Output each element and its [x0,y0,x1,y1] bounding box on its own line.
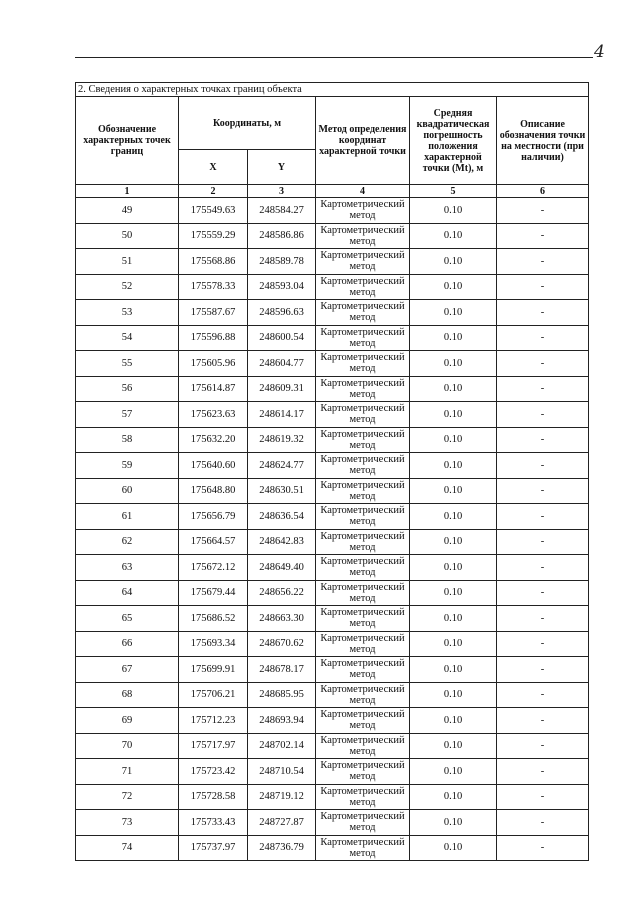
x-coordinate-cell: 175596.88 [179,325,248,351]
header-x: X [179,150,248,185]
description-cell: - [497,835,589,861]
y-coordinate-cell: 248727.87 [248,810,316,836]
description-cell: - [497,223,589,249]
table-row [76,274,589,300]
description-cell: - [497,580,589,606]
description-cell: - [497,198,589,224]
header-coords: Координаты, м [179,97,316,150]
point-number-cell: 59 [76,453,179,479]
point-number-cell: 72 [76,784,179,810]
point-number-cell: 66 [76,631,179,657]
accuracy-cell: 0.10 [410,402,497,428]
accuracy-cell: 0.10 [410,325,497,351]
y-coordinate-cell: 248614.17 [248,402,316,428]
point-number-cell: 74 [76,835,179,861]
accuracy-cell: 0.10 [410,351,497,377]
y-coordinate-cell: 248589.78 [248,249,316,275]
description-cell: - [497,376,589,402]
table-row [76,580,589,606]
column-number: 1 [76,185,179,198]
point-number-cell: 52 [76,274,179,300]
column-number: 4 [316,185,410,198]
x-coordinate-cell: 175737.97 [179,835,248,861]
description-cell: - [497,402,589,428]
x-coordinate-cell: 175733.43 [179,810,248,836]
method-cell: Картометрический метод [316,223,410,249]
x-coordinate-cell: 175672.12 [179,555,248,581]
y-coordinate-cell: 248642.83 [248,529,316,555]
x-coordinate-cell: 175699.91 [179,657,248,683]
method-cell: Картометрический метод [316,810,410,836]
method-cell: Картометрический метод [316,682,410,708]
accuracy-cell: 0.10 [410,198,497,224]
method-cell: Картометрический метод [316,504,410,530]
point-number-cell: 64 [76,580,179,606]
description-cell: - [497,682,589,708]
point-number-cell: 73 [76,810,179,836]
point-number-cell: 57 [76,402,179,428]
accuracy-cell: 0.10 [410,606,497,632]
accuracy-cell: 0.10 [410,529,497,555]
x-coordinate-cell: 175693.34 [179,631,248,657]
x-coordinate-cell: 175605.96 [179,351,248,377]
accuracy-cell: 0.10 [410,759,497,785]
point-number-cell: 71 [76,759,179,785]
header-y: Y [248,150,316,185]
accuracy-cell: 0.10 [410,835,497,861]
point-number-cell: 68 [76,682,179,708]
x-coordinate-cell: 175640.60 [179,453,248,479]
table-row [76,325,589,351]
table-row [76,708,589,734]
table-row [76,835,589,861]
header-rule [75,57,593,58]
point-number-cell: 54 [76,325,179,351]
table-row [76,504,589,530]
accuracy-cell: 0.10 [410,708,497,734]
point-number-cell: 62 [76,529,179,555]
table-row [76,606,589,632]
x-coordinate-cell: 175632.20 [179,427,248,453]
point-number-cell: 65 [76,606,179,632]
table-row [76,529,589,555]
description-cell: - [497,325,589,351]
x-coordinate-cell: 175623.63 [179,402,248,428]
description-cell: - [497,759,589,785]
point-number-cell: 58 [76,427,179,453]
method-cell: Картометрический метод [316,198,410,224]
x-coordinate-cell: 175717.97 [179,733,248,759]
y-coordinate-cell: 248593.04 [248,274,316,300]
accuracy-cell: 0.10 [410,300,497,326]
table-body [76,198,589,861]
method-cell: Картометрический метод [316,580,410,606]
y-coordinate-cell: 248656.22 [248,580,316,606]
point-number-cell: 67 [76,657,179,683]
column-number: 5 [410,185,497,198]
x-coordinate-cell: 175614.87 [179,376,248,402]
x-coordinate-cell: 175559.29 [179,223,248,249]
point-number-cell: 51 [76,249,179,275]
method-cell: Картометрический метод [316,274,410,300]
table-row [76,198,589,224]
method-cell: Картометрический метод [316,759,410,785]
point-number-cell: 70 [76,733,179,759]
description-cell: - [497,733,589,759]
y-coordinate-cell: 248604.77 [248,351,316,377]
method-cell: Картометрический метод [316,606,410,632]
description-cell: - [497,631,589,657]
header-point: Обозначение характерных точек границ [76,97,179,185]
table-row [76,784,589,810]
x-coordinate-cell: 175578.33 [179,274,248,300]
accuracy-cell: 0.10 [410,682,497,708]
x-coordinate-cell: 175679.44 [179,580,248,606]
y-coordinate-cell: 248624.77 [248,453,316,479]
column-number: 2 [179,185,248,198]
method-cell: Картометрический метод [316,453,410,479]
column-number: 3 [248,185,316,198]
x-coordinate-cell: 175587.67 [179,300,248,326]
table-row [76,759,589,785]
y-coordinate-cell: 248702.14 [248,733,316,759]
page-number: 4 [594,42,605,62]
method-cell: Картометрический метод [316,351,410,377]
table-row [76,657,589,683]
header-method: Метод определения координат характерной точки [316,97,410,185]
y-coordinate-cell: 248693.94 [248,708,316,734]
method-cell: Картометрический метод [316,631,410,657]
accuracy-cell: 0.10 [410,555,497,581]
accuracy-cell: 0.10 [410,733,497,759]
method-cell: Картометрический метод [316,427,410,453]
description-cell: - [497,529,589,555]
x-coordinate-cell: 175728.58 [179,784,248,810]
accuracy-cell: 0.10 [410,376,497,402]
y-coordinate-cell: 248636.54 [248,504,316,530]
description-cell: - [497,427,589,453]
point-number-cell: 69 [76,708,179,734]
description-cell: - [497,504,589,530]
y-coordinate-cell: 248619.32 [248,427,316,453]
description-cell: - [497,453,589,479]
y-coordinate-cell: 248663.30 [248,606,316,632]
accuracy-cell: 0.10 [410,453,497,479]
method-cell: Картометрический метод [316,300,410,326]
table-row [76,682,589,708]
y-coordinate-cell: 248719.12 [248,784,316,810]
description-cell: - [497,478,589,504]
description-cell: - [497,784,589,810]
y-coordinate-cell: 248678.17 [248,657,316,683]
description-cell: - [497,810,589,836]
description-cell: - [497,300,589,326]
table-row [76,223,589,249]
table-row [76,351,589,377]
accuracy-cell: 0.10 [410,810,497,836]
method-cell: Картометрический метод [316,835,410,861]
y-coordinate-cell: 248710.54 [248,759,316,785]
table-row [76,631,589,657]
description-cell: - [497,708,589,734]
y-coordinate-cell: 248670.62 [248,631,316,657]
description-cell: - [497,555,589,581]
column-number: 6 [497,185,589,198]
table-row [76,249,589,275]
accuracy-cell: 0.10 [410,657,497,683]
method-cell: Картометрический метод [316,529,410,555]
boundary-points-table-container [75,82,588,861]
y-coordinate-cell: 248586.86 [248,223,316,249]
table-row [76,427,589,453]
y-coordinate-cell: 248736.79 [248,835,316,861]
method-cell: Картометрический метод [316,325,410,351]
y-coordinate-cell: 248584.27 [248,198,316,224]
table-row [76,810,589,836]
point-number-cell: 63 [76,555,179,581]
accuracy-cell: 0.10 [410,249,497,275]
table-row [76,376,589,402]
method-cell: Картометрический метод [316,708,410,734]
table-row [76,733,589,759]
boundary-points-table [75,82,589,861]
x-coordinate-cell: 175706.21 [179,682,248,708]
method-cell: Картометрический метод [316,784,410,810]
point-number-cell: 56 [76,376,179,402]
description-cell: - [497,351,589,377]
point-number-cell: 50 [76,223,179,249]
x-coordinate-cell: 175712.23 [179,708,248,734]
table-row [76,478,589,504]
x-coordinate-cell: 175549.63 [179,198,248,224]
y-coordinate-cell: 248649.40 [248,555,316,581]
table-row [76,453,589,479]
header-accuracy: Средняя квадратическая погрешность положения характерной точки (Mt), м [410,97,497,185]
method-cell: Картометрический метод [316,478,410,504]
method-cell: Картометрический метод [316,657,410,683]
point-number-cell: 60 [76,478,179,504]
description-cell: - [497,274,589,300]
accuracy-cell: 0.10 [410,478,497,504]
x-coordinate-cell: 175568.86 [179,249,248,275]
point-number-cell: 55 [76,351,179,377]
table-row [76,555,589,581]
x-coordinate-cell: 175686.52 [179,606,248,632]
accuracy-cell: 0.10 [410,223,497,249]
x-coordinate-cell: 175648.80 [179,478,248,504]
method-cell: Картометрический метод [316,376,410,402]
point-number-cell: 61 [76,504,179,530]
accuracy-cell: 0.10 [410,784,497,810]
method-cell: Картометрический метод [316,555,410,581]
y-coordinate-cell: 248596.63 [248,300,316,326]
method-cell: Картометрический метод [316,249,410,275]
method-cell: Картометрический метод [316,733,410,759]
x-coordinate-cell: 175723.42 [179,759,248,785]
y-coordinate-cell: 248600.54 [248,325,316,351]
accuracy-cell: 0.10 [410,580,497,606]
x-coordinate-cell: 175664.57 [179,529,248,555]
y-coordinate-cell: 248609.31 [248,376,316,402]
table-row [76,300,589,326]
accuracy-cell: 0.10 [410,504,497,530]
y-coordinate-cell: 248630.51 [248,478,316,504]
accuracy-cell: 0.10 [410,427,497,453]
point-number-cell: 49 [76,198,179,224]
header-description: Описание обозначения точки на местности (при наличии) [497,97,589,185]
y-coordinate-cell: 248685.95 [248,682,316,708]
description-cell: - [497,249,589,275]
x-coordinate-cell: 175656.79 [179,504,248,530]
accuracy-cell: 0.10 [410,274,497,300]
description-cell: - [497,657,589,683]
table-row [76,402,589,428]
point-number-cell: 53 [76,300,179,326]
description-cell: - [497,606,589,632]
accuracy-cell: 0.10 [410,631,497,657]
method-cell: Картометрический метод [316,402,410,428]
table-caption: 2. Сведения о характерных точках границ объекта [76,83,589,97]
